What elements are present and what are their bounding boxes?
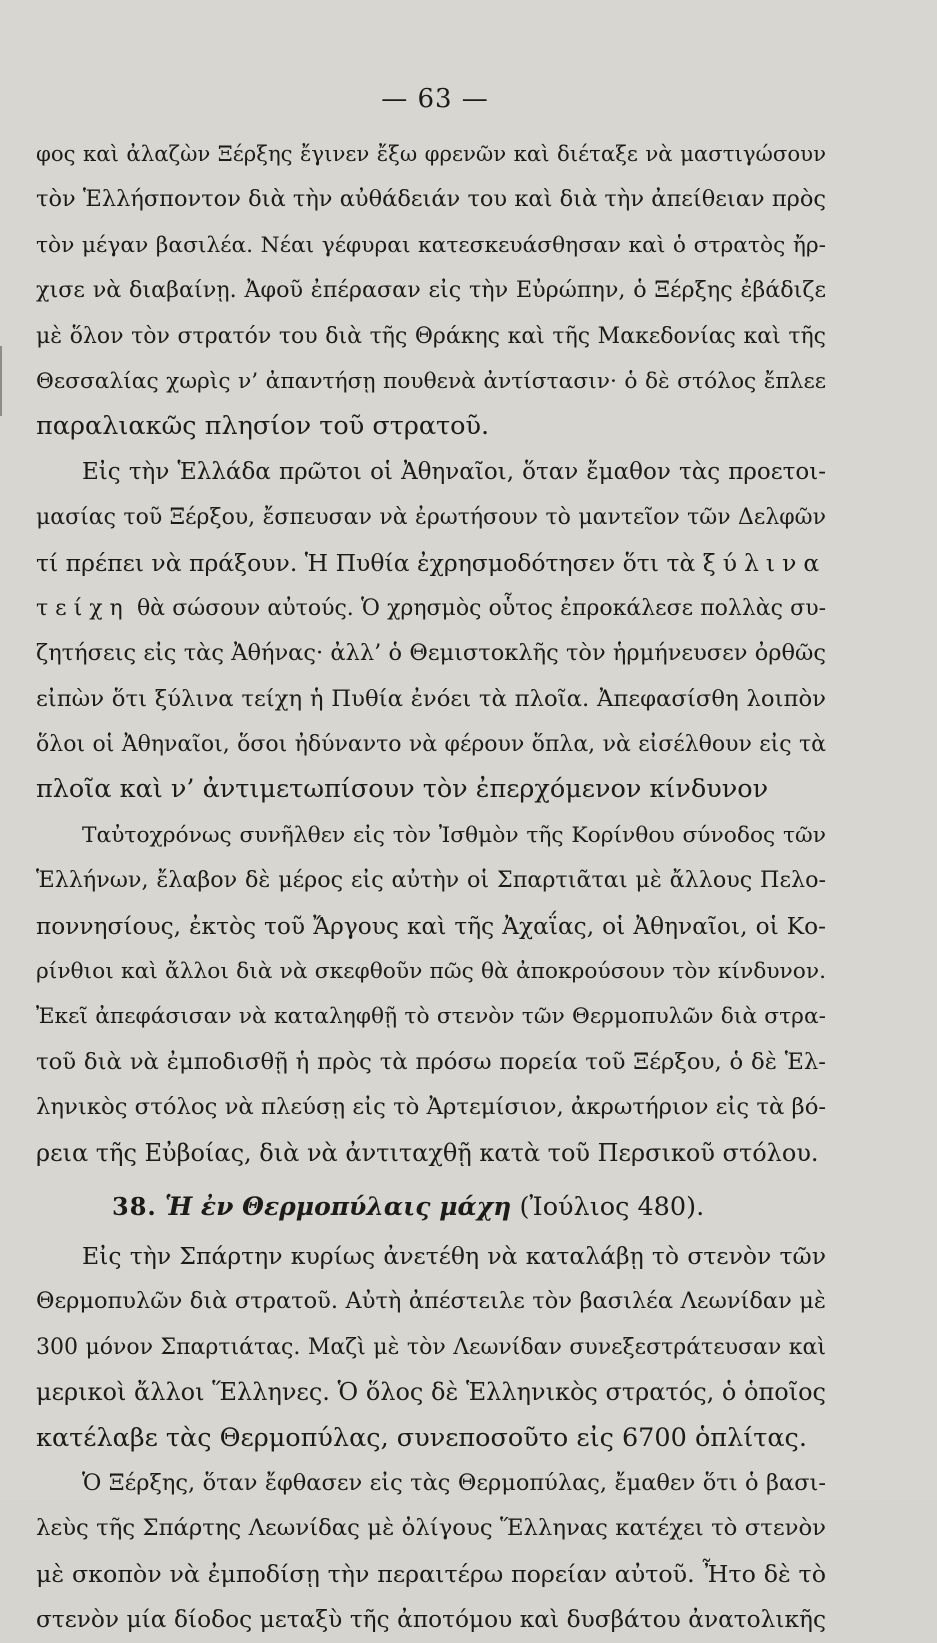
text-line: Θεσσαλίας χωρὶς ν’ ἀπαντήσῃ πουθενὰ ἀντίστασιν· ὁ δὲ στόλος ἔπλεε	[36, 368, 826, 394]
text-line: λεὺς τῆς Σπάρτης Λεωνίδας μὲ ὀλίγους Ἕλληνας κατέχει τὸ στενὸν	[36, 1515, 826, 1542]
text-line: τοῦ διὰ νὰ ἐμποδισθῇ ἡ πρὸς τὰ πρόσω πορεία τοῦ Ξέρξου, ὁ δὲ Ἑλ-	[36, 1048, 826, 1075]
text-line: μασίας τοῦ Ξέρξου, ἔσπευσαν νὰ ἐρωτήσουν τὸ μαντεῖον τῶν Δελφῶν	[36, 505, 826, 531]
text-line: τὸν Ἑλλήσποντον διὰ τὴν αὐθάδειάν του καὶ διὰ τὴν ἀπείθειαν πρὸς	[36, 186, 826, 213]
section-title: Ἡ ἐν Θερμοπύλαις μάχη	[164, 1191, 512, 1221]
text-line: Θερμοπυλῶν διὰ στρατοῦ. Αὐτὴ ἀπέστειλε τὸν βασιλέα Λεωνίδαν μὲ	[36, 1288, 826, 1315]
text-line: φος καὶ ἀλαζὼν Ξέρξης ἔγινεν ἔξω φρενῶν καὶ διέταξε νὰ μαστιγώσουν	[36, 142, 826, 167]
text-line: ρεια τῆς Εὐβοίας, διὰ νὰ ἀντιταχθῇ κατὰ τοῦ Περσικοῦ στόλου.	[36, 1138, 819, 1167]
text-line: Εἰς τὴν Σπάρτην κυρίως ἀνετέθη νὰ καταλάβῃ τὸ στενὸν τῶν	[82, 1241, 826, 1270]
text-line: πλοῖα καὶ ν’ ἀντιμετωπίσουν τὸν ἐπερχόμενον κίνδυνον	[36, 774, 769, 805]
text-line: ποννησίους, ἐκτὸς τοῦ Ἄργους καὶ τῆς Ἀχαΐας, οἱ Ἀθηναῖοι, οἱ Κο-	[36, 912, 826, 940]
section-heading	[36, 1176, 826, 1234]
text-line: ληνικὸς στόλος νὰ πλεύσῃ εἰς τὸ Ἀρτεμίσιον, ἀκρωτήριον εἰς τὰ βό-	[36, 1094, 827, 1121]
oracle-word-walls: τείχη	[36, 595, 130, 621]
text-line: μὲ σκοπὸν νὰ ἐμποδίσῃ τὴν περαιτέρω πορείαν αὐτοῦ. Ἦτο δὲ τὸ	[36, 1559, 826, 1588]
text-line: παραλιακῶς πλησίον τοῦ στρατοῦ.	[36, 411, 490, 442]
section-date: (Ἰούλιος 480).	[519, 1191, 705, 1222]
section-number: 38.	[112, 1191, 157, 1221]
text-line: Ὁ Ξέρξης, ὅταν ἔφθασεν εἰς τὰς Θερμοπύλας, ἔμαθεν ὅτι ὁ βασι-	[82, 1469, 826, 1496]
text-line: Ἑλλήνων, ἔλαβον δὲ μέρος εἰς αὐτὴν οἱ Σπαρτιᾶται μὲ ἄλλους Πελο-	[36, 867, 826, 894]
text-line: μερικοὶ ἄλλοι Ἕλληνες. Ὁ ὅλος δὲ Ἑλληνικὸς στρατός, ὁ ὁποῖος	[36, 1378, 826, 1407]
text-line: εἰπὼν ὅτι ξύλινα τείχη ἡ Πυθία ἐνόει τὰ πλοῖα. Ἀπεφασίσθη λοιπὸν	[36, 685, 826, 712]
text-line: ρίνθιοι καὶ ἄλλοι διὰ νὰ σκεφθοῦν πῶς θὰ ἀποκρούσουν τὸν κίνδυνον.	[36, 959, 826, 985]
page-number: — 63 —	[381, 84, 489, 114]
text-line: Εἰς τὴν Ἑλλάδα πρῶτοι οἱ Ἀθηναῖοι, ὅταν ἔμαθον τὰς προετοι-	[82, 458, 826, 485]
text-line: μὲ ὅλον τὸν στρατόν του διὰ τῆς Θράκης καὶ τῆς Μακεδονίας καὶ τῆς	[36, 323, 826, 349]
text-line	[36, 541, 826, 586]
oracle-line-start: τί πρέπει νὰ πράξουν. Ἡ Πυθία ἐχρησμοδότησεν ὅτι τὰ	[36, 548, 696, 577]
text-line: τὸν μέγαν βασιλέα. Νέαι γέφυραι κατεσκευάσθησαν καὶ ὁ στρατὸς ἤρ-	[36, 232, 826, 258]
text-line: Ἐκεῖ ἀπεφάσισαν νὰ καταληφθῇ τὸ στενὸν τῶν Θερμοπυλῶν διὰ στρα-	[36, 1004, 826, 1030]
text-line: κατέλαβε τὰς Θερμοπύλας, συνεποσοῦτο εἰς 6700 ὁπλίτας.	[36, 1422, 807, 1453]
text-line: 300 μόνον Σπαρτιάτας. Μαζὶ μὲ τὸν Λεωνίδαν συνεξεστράτευσαν καὶ	[36, 1334, 826, 1360]
text-line	[36, 586, 826, 631]
margin-mark	[0, 346, 2, 416]
text-line: ζητήσεις εἰς τὰς Ἀθήνας· ἀλλ’ ὁ Θεμιστοκλῆς τὸν ἡρμήνευσεν ὀρθῶς	[36, 640, 826, 667]
oracle-word-wooden: ξύλινα	[702, 548, 827, 577]
text-line: στενὸν μία δίοδος μεταξὺ τῆς ἀποτόμου καὶ δυσβάτου ἀνατολικῆς	[36, 1606, 826, 1634]
text-line: Ταὐτοχρόνως συνῆλθεν εἰς τὸν Ἰσθμὸν τῆς Κορίνθου σύνοδος τῶν	[82, 822, 826, 848]
body-text	[36, 132, 826, 1643]
oracle-line-end: θὰ σώσουν αὐτούς. Ὁ χρησμὸς οὗτος ἐπροκάλεσε πολλὰς συ-	[136, 595, 826, 621]
text-line: χισε νὰ διαβαίνῃ. Ἀφοῦ ἐπέρασαν εἰς τὴν Εὐρώπην, ὁ Ξέρξης ἐβάδιζε	[36, 277, 826, 304]
text-line: ὅλοι οἱ Ἀθηναῖοι, ὅσοι ἠδύναντο νὰ φέρουν ὅπλα, νὰ εἰσέλθουν εἰς τὰ	[36, 732, 826, 758]
